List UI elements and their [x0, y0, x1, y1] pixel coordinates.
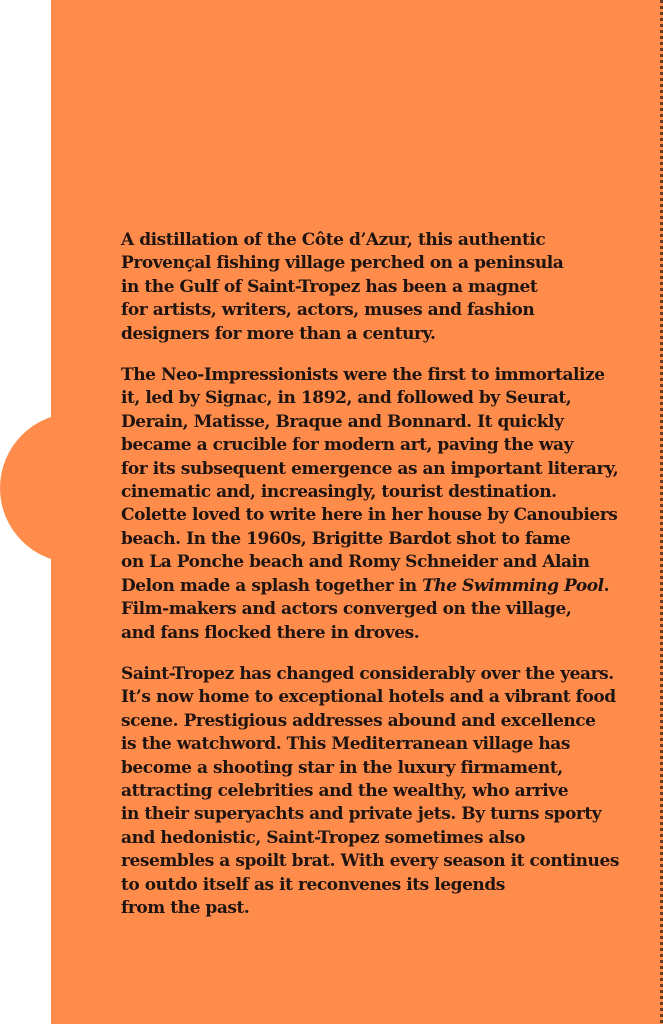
text-line: and hedonistic, Saint-Tropez sometimes also: [121, 827, 526, 848]
text-line: beach. In the 1960s, Brigitte Bardot shot to fame: [121, 528, 571, 549]
text-line: in the Gulf of Saint-Tropez has been a magnet: [121, 276, 538, 297]
text-line: from the past.: [121, 897, 250, 918]
text-line: designers for more than a century.: [121, 323, 436, 344]
text-line: attracting celebrities and the wealthy, who arrive: [121, 780, 569, 801]
text-fragment: Delon made a splash together in: [121, 575, 423, 596]
text-fragment: .: [603, 575, 610, 596]
text-line: is the watchword. This Mediterranean village has: [121, 734, 570, 755]
text-line: Provençal fishing village perched on a peninsula: [121, 253, 564, 274]
text-line-with-title: [121, 575, 621, 598]
text-line: it, led by Signac, in 1892, and followed by Seurat,: [121, 388, 572, 409]
paragraph-history: [121, 364, 621, 645]
text-line: cinematic and, increasingly, tourist destination.: [121, 482, 557, 503]
text-line: The Neo-Impressionists were the first to immortalize: [121, 365, 605, 386]
text-line: for its subsequent emergence as an important literary,: [121, 458, 619, 479]
text-line: scene. Prestigious addresses abound and excellence: [121, 710, 596, 731]
text-line: on La Ponche beach and Romy Schneider and Alain: [121, 552, 590, 573]
text-line: It’s now home to exceptional hotels and a vibrant food: [121, 687, 616, 708]
paragraph-intro: [121, 229, 621, 346]
text-line: in their superyachts and private jets. By turns sporty: [121, 804, 602, 825]
text-line: become a shooting star in the luxury firmament,: [121, 757, 563, 778]
text-line: Film-makers and actors converged on the village,: [121, 599, 572, 620]
paragraph-today: [121, 663, 621, 920]
text-line: to outdo itself as it reconvenes its legends: [121, 874, 505, 895]
text-line: and fans flocked there in droves.: [121, 622, 420, 643]
text-line: for artists, writers, actors, muses and fashion: [121, 300, 535, 321]
text-line: Saint-Tropez has changed considerably over the years.: [121, 663, 614, 684]
text-line: became a crucible for modern art, paving the way: [121, 435, 574, 456]
text-line: A distillation of the Côte d’Azur, this authentic: [121, 230, 546, 250]
article-body: [121, 229, 621, 938]
text-line: resembles a spoilt brat. With every season it continues: [121, 851, 619, 872]
text-line: Colette loved to write here in her house by Canoubiers: [121, 505, 618, 526]
text-line: Derain, Matisse, Braque and Bonnard. It quickly: [121, 411, 564, 432]
film-title: The Swimming Pool: [422, 575, 604, 596]
